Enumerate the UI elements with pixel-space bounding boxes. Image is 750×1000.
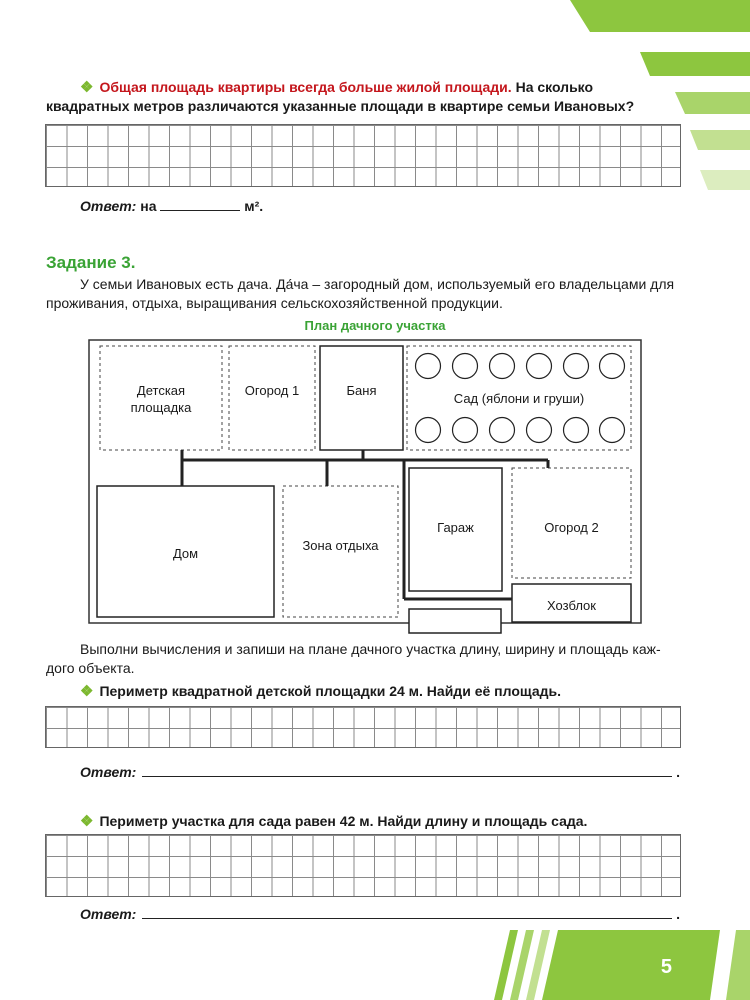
label-garage: Гараж — [437, 520, 474, 535]
gate — [409, 609, 501, 633]
instructions-line2: дого объекта. — [46, 660, 135, 676]
instructions-line1: Выполни вычисления и запиши на плане дачного участка длину, ширину и площадь каж- — [80, 641, 661, 657]
bullet-icon: ❖ — [80, 813, 94, 830]
bullet-icon: ❖ — [80, 79, 94, 96]
label-garden1: Огород 1 — [244, 383, 300, 398]
label-rest-zone: Зона отдыха — [302, 538, 379, 553]
answer-2: Ответ: . — [80, 764, 681, 780]
answer-3-label: Ответ: — [80, 906, 137, 922]
answer-2-label: Ответ: — [80, 764, 137, 780]
question-2 — [46, 682, 561, 701]
question-1-emphasis: Общая площадь квартиры всегда больше жилой площади. — [99, 79, 512, 95]
label-orchard: Сад (яблони и груши) — [453, 391, 585, 406]
answer-1-suffix: м². — [244, 198, 264, 214]
task-3-intro-line1: У семьи Ивановых есть дача. Да́ча – загородный дом, используемый его владельцами для — [80, 276, 675, 292]
answer-3-line[interactable] — [142, 906, 672, 919]
answer-grid-3[interactable] — [45, 834, 681, 897]
question-2-text: Периметр квадратной детской площадки 24 м. Найди её площадь. — [99, 683, 562, 699]
question-1-rest: На сколько — [511, 79, 594, 95]
plan-title: План дачного участка — [304, 318, 446, 333]
answer-grid-2[interactable] — [45, 706, 681, 748]
label-bath: Баня — [346, 383, 377, 398]
answer-3: Ответ: . — [80, 906, 681, 922]
question-1-line2: квадратных метров различаются указанные площади в квартире семьи Ивановых? — [46, 98, 635, 114]
question-3 — [46, 812, 587, 831]
label-garden2: Огород 2 — [544, 520, 599, 535]
page-number: 5 — [660, 956, 672, 978]
answer-1-label: Ответ: — [80, 198, 137, 214]
bullet-icon: ❖ — [80, 683, 94, 700]
task-3-intro-line2: проживания, отдыха, выращивания сельскохозяйственной продукции. — [46, 295, 503, 311]
decor-stripes-bottom — [480, 930, 750, 1000]
label-playground: Детская площадка — [130, 383, 192, 415]
instructions — [46, 640, 686, 678]
label-house: Дом — [172, 546, 199, 561]
question-3-text: Периметр участка для сада равен 42 м. Найди длину и площадь сада. — [99, 813, 588, 829]
answer-2-line[interactable] — [142, 764, 672, 777]
label-shed: Хозблок — [547, 598, 596, 613]
task-3-heading: Задание 3. — [46, 253, 136, 272]
answer-1-prefix: на — [140, 198, 157, 214]
